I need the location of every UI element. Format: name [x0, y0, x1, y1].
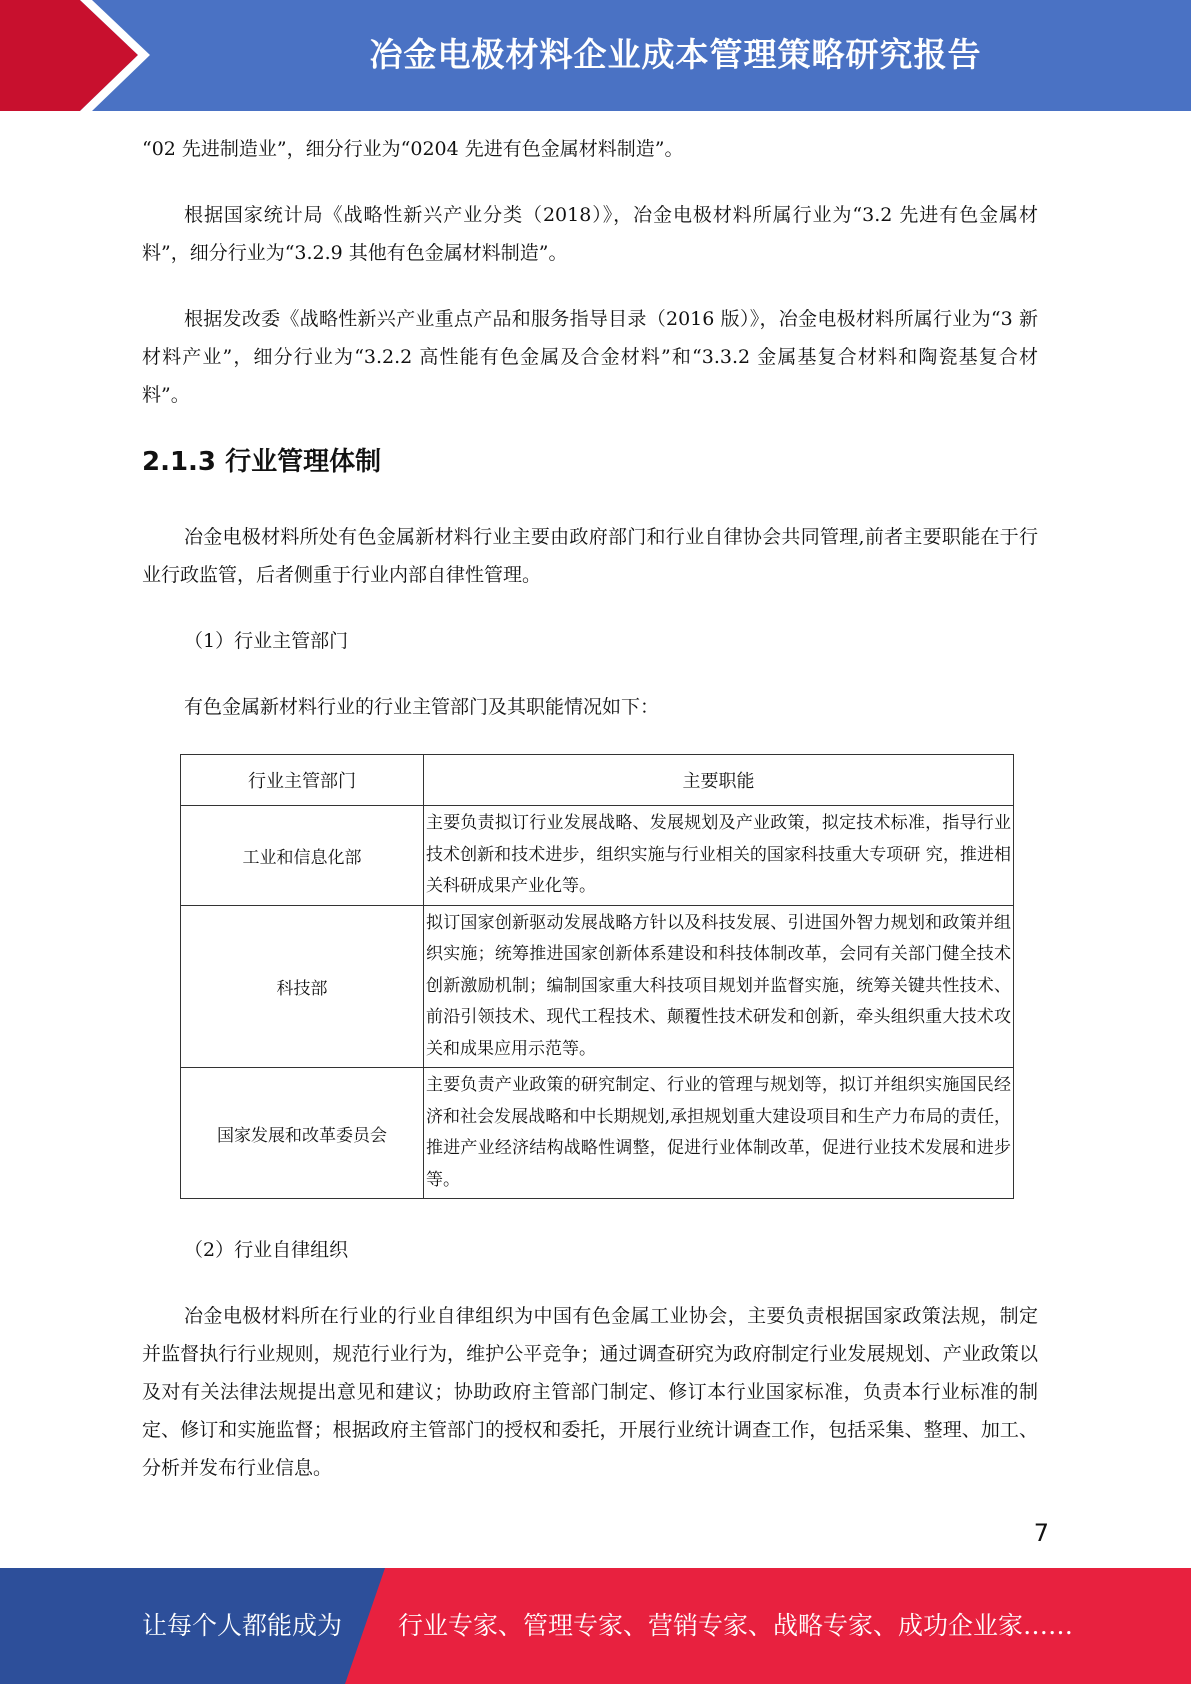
- page-number: 7: [1033, 1519, 1049, 1547]
- table-header-cell: 行业主管部门: [181, 755, 424, 806]
- dept-cell: 国家发展和改革委员会: [181, 1068, 424, 1199]
- paragraph: 根据国家统计局《战略性新兴产业分类（2018）》，冶金电极材料所属行业为“3.2 先进有色金属材料”，细分行业为“3.2.9 其他有色金属材料制造”。: [142, 204, 1038, 264]
- function-cell: 拟订国家创新驱动发展战略方针以及科技发展、引进国外智力规划和政策并组织实施；统筹推进国家创新体系建设和科技体制改革，会同有关部门健全技术创新激励机制；编制国家重大科技项目规划并监督实施，统筹关键共性技术、前沿引领技术、现代工程技术、颠覆性技术研发和创新，牵头组织重大技术攻关和成果应用示范等。: [424, 905, 1014, 1068]
- dept-cell: 工业和信息化部: [181, 806, 424, 906]
- report-title: 冶金电极材料企业成本管理策略研究报告: [369, 35, 982, 74]
- paragraph: “02 先进制造业”，细分行业为“0204 先进有色金属材料制造”。: [142, 138, 684, 160]
- table-row: [181, 806, 1014, 906]
- table-row: [181, 1068, 1014, 1199]
- paragraph: 冶金电极材料所处有色金属新材料行业主要由政府部门和行业自律协会共同管理,前者主要职能在于行业行政监管，后者侧重于行业内部自律性管理。: [142, 526, 1038, 586]
- table-row: [181, 905, 1014, 1068]
- footer-slogan-left: 让每个人都能成为: [142, 1611, 343, 1640]
- function-cell: 主要负责拟订行业发展战略、发展规划及产业政策，拟定技术标准，指导行业技术创新和技术进步，组织实施与行业相关的国家科技重大专项研 究，推进相关科研成果产业化等。: [424, 806, 1014, 906]
- subsection-label: （2）行业自律组织: [184, 1239, 349, 1261]
- subsection-label: （1）行业主管部门: [184, 630, 349, 652]
- paragraph: 冶金电极材料所在行业的行业自律组织为中国有色金属工业协会，主要负责根据国家政策法规，制定并监督执行行业规则，规范行业行为，维护公平竞争；通过调查研究为政府制定行业发展规划、产业政策以及对有关法律法规提出意见和建议；协助政府主管部门制定、修订本行业国家标准，负责本行业标准的制定、修订和实施监督；根据政府主管部门的授权和委托，开展行业统计调查工作，包括采集、整理、加工、分析并发布行业信息。: [142, 1305, 1038, 1479]
- paragraph: 有色金属新材料行业的行业主管部门及其职能情况如下：: [184, 696, 660, 718]
- paragraph: 根据发改委《战略性新兴产业重点产品和服务指导目录（2016 版）》，冶金电极材料所属行业为“3 新材料产业”，细分行业为“3.2.2 高性能有色金属及合金材料”和“3.3.2 金属基复合材料和陶瓷基复合材料”。: [142, 308, 1038, 406]
- section-heading: 2.1.3 行业管理体制: [142, 447, 382, 477]
- function-cell: 主要负责产业政策的研究制定、行业的管理与规划等，拟订并组织实施国民经济和社会发展战略和中长期规划,承担规划重大建设项目和生产力布局的责任，推进产业经济结构战略性调整，促进行业体制改革，促进行业技术发展和进步等。: [424, 1068, 1014, 1199]
- dept-cell: 科技部: [181, 905, 424, 1068]
- authority-table: [180, 754, 1014, 1199]
- document-body: [142, 130, 1038, 1515]
- table-header-cell: 主要职能: [424, 755, 1014, 806]
- footer-slogan-right: 行业专家、管理专家、营销专家、战略专家、成功企业家……: [398, 1611, 1074, 1640]
- page-header: [0, 0, 1191, 111]
- table-header-row: [181, 755, 1014, 806]
- page-footer: [0, 1568, 1191, 1684]
